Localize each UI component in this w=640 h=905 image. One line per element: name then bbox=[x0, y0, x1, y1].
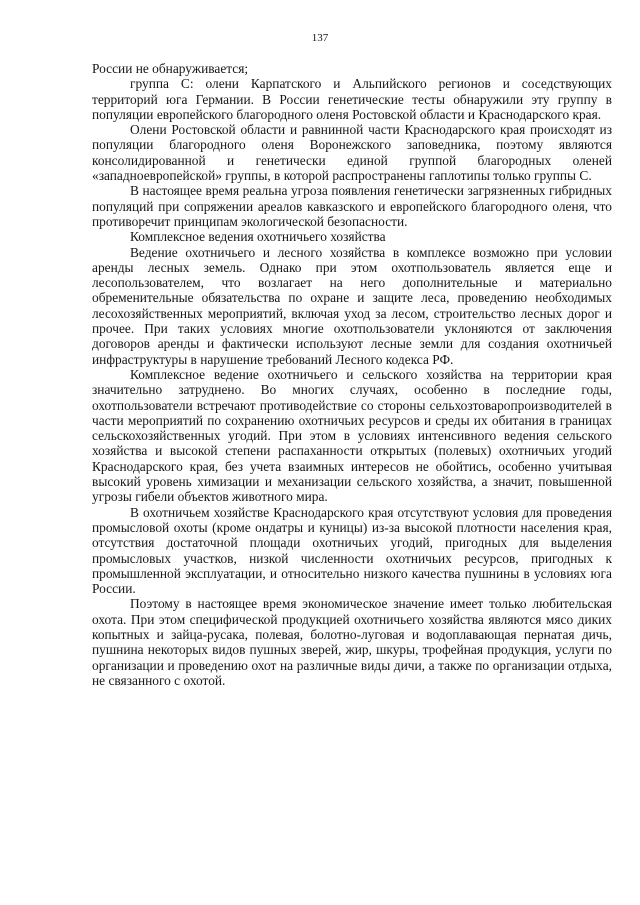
paragraph-forestry: Ведение охотничьего и лесного хозяйства в комплексе возможно при условии аренды лесных земель. Однако при этом охотпользователь является еще и лесопользователем, что возлагает на него дополнительные и материально обременительные обязательства по охране и защите леса, проведению необходимых лесохозяйственных мероприятий, включая уход за лесом, строительство лесных дорог и прочее. При таких условиях многие охотпользователи уклоняются от заключения договоров аренды и фактически используют лесные земли для создания охотничьей инфраструктуры в нарушение требований Лесного кодекса РФ. bbox=[92, 244, 612, 367]
paragraph-commercial-hunting: В охотничьем хозяйстве Краснодарского края отсутствуют условия для проведения промысловой охоты (кроме ондатры и куницы) из-за высокой плотности населения края, отсутствия достаточной площади охотничьих угодий, пригодных для выделения промысловых участков, низкой численности охотничьих ресурсов, пригодных к промышленной эксплуатации, и относительно низкого качества пушнины в условиях юга России. bbox=[92, 504, 612, 597]
page-number: 137 bbox=[311, 32, 329, 44]
paragraph-continuation: России не обнаруживается; bbox=[92, 61, 249, 76]
body-text bbox=[92, 61, 612, 688]
paragraph-amateur-hunting: Поэтому в настоящее время экономическое значение имеет только любительская охота. При этом специфической продукцией охотничьего хозяйства являются мясо диких копытных и зайца-русака, полевая, болотно-луговая и водоплавающая пернатая дичь, пушнина некоторых видов пушных зверей, жир, шкуры, трофейная продукция, услуги по организации и проведению охот на различные виды дичи, а также по организации отдыха, не связанного с охотой. bbox=[92, 596, 612, 688]
paragraph-agriculture: Комплексное ведение охотничьего и сельского хозяйства на территории края значительно затруднено. Во многих случаях, особенно в последние годы, охотпользователи встречают противодействие со стороны сельхозтоваропроизводителей в части мероприятий по сохранению охотничьих ресурсов и среды их обитания в границах сельскохозяйственных угодий. При этом в условиях интенсивного ведения сельского хозяйства и высокой степени распаханности открытых (полевых) охотничьих угодий Краснодарского края, без учета взаимных интересов не обойтись, особенно учитывая высокий уровень химизации и механизации сельского хозяйства, а значит, повышенной угрозы гибели объектов животного мира. bbox=[92, 366, 612, 505]
paragraph-hybrid-threat: В настоящее время реальна угроза появления генетически загрязненных гибридных популяций при сопряжении ареалов кавказского и европейского благородного оленя, что противоречит принципам экологической безопасности. bbox=[92, 183, 612, 229]
section-heading: Комплексное ведения охотничьего хозяйства bbox=[130, 229, 386, 245]
paragraph-rostov-deer: Олени Ростовской области и равнинной части Краснодарского края происходят из популяции благородного оленя Воронежского заповедника, поэтому являются консолидированной и генетически единой группой благородных оленей «западноевропейской» группы, в которой распространены гаплотипы только группы С. bbox=[92, 122, 612, 184]
paragraph-group-c: группа С: олени Карпатского и Альпийского регионов и соседствующих территорий юга Германии. В России генетические тесты обнаружили эту группу в популяции европейского благородного оленя Ростовской области и Краснодарского края. bbox=[92, 76, 612, 122]
